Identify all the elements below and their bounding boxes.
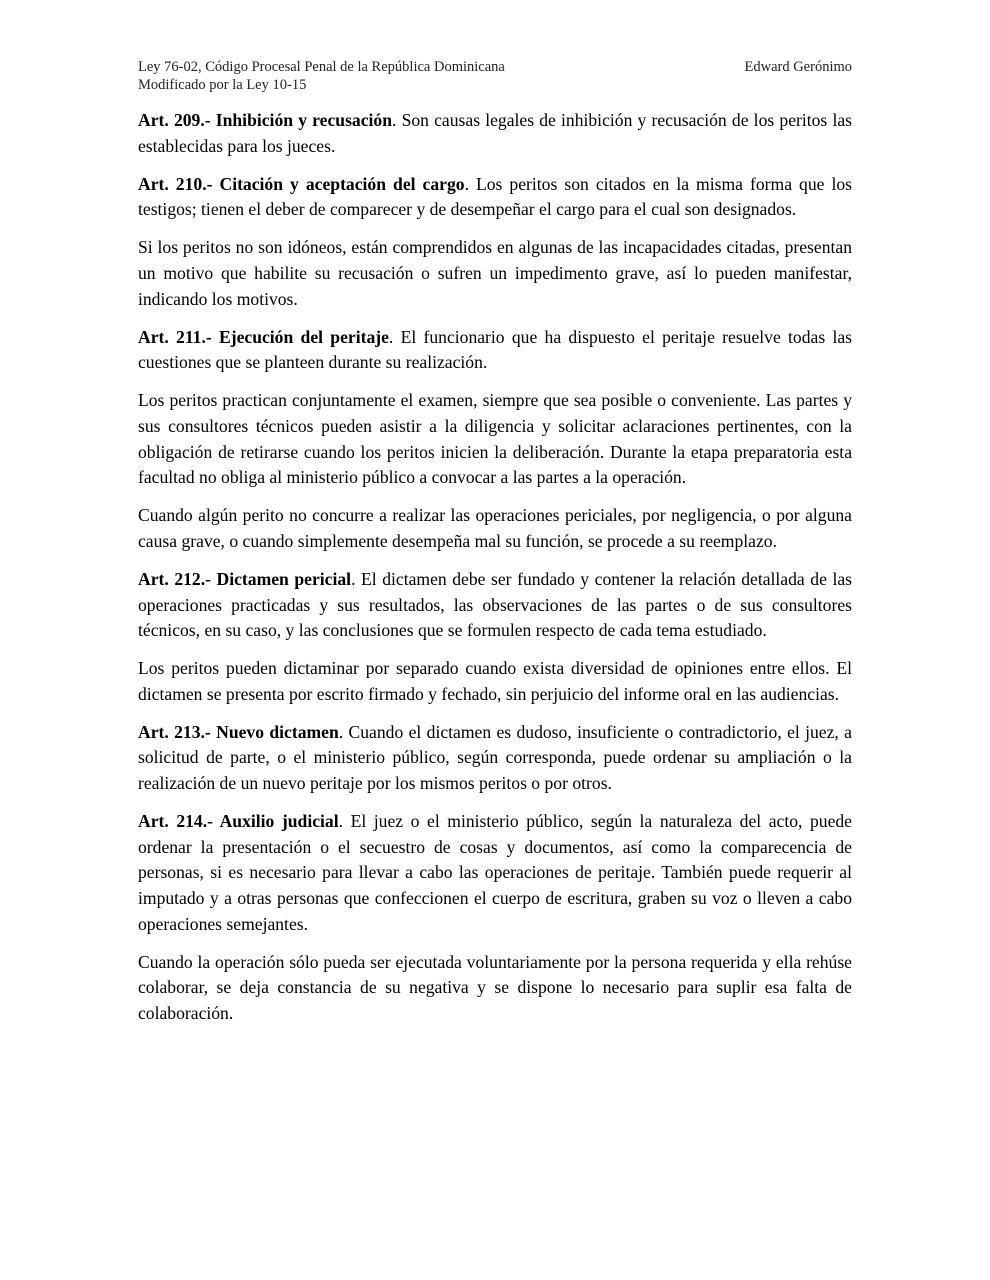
paragraph-text: . Son causas legales de inhibición y recusación de los peritos las establecidas para los jueces. <box>138 110 852 156</box>
paragraph-text: . El juez o el ministerio público, según la naturaleza del acto, puede ordenar la presentación o el secuestro de cosas y documentos, así como la comparecencia de personas, si es necesario para llevar a cabo las operaciones de peritaje. También puede requerir al imputado y a otras personas que confeccionen el cuerpo de escritura, graben su voz o lleven a cabo operaciones semejantes. <box>138 811 852 934</box>
paragraph-art-209 <box>138 108 852 159</box>
paragraph-art-214 <box>138 809 852 937</box>
paragraph-text: Si los peritos no son idóneos, están comprendidos en algunas de las incapacidades citadas, presentan un motivo que habilite su recusación o sufren un impedimento grave, así lo pueden manifestar, indicando los motivos. <box>138 237 852 309</box>
paragraph <box>138 656 852 707</box>
article-heading: Art. 213.- Nuevo dictamen <box>138 721 339 742</box>
paragraph <box>138 950 852 1027</box>
document-body <box>138 108 852 1026</box>
paragraph-text: . El funcionario que ha dispuesto el peritaje resuelve todas las cuestiones que se planteen durante su realización. <box>138 326 852 373</box>
paragraph-text: . Cuando el dictamen es dudoso, insuficiente o contradictorio, el juez, a solicitud de parte, o el ministerio público, según corresponda, puede ordenar su ampliación o la realización de un nuevo peritaje por los mismos peritos o por otros. <box>138 721 852 794</box>
paragraph-text: . Los peritos son citados en la misma forma que los testigos; tienen el deber de comparecer y de desempeñar el cargo para el cual son designados. <box>138 173 853 220</box>
page-header <box>138 58 852 94</box>
paragraph-text: Los peritos pueden dictaminar por separado cuando exista diversidad de opiniones entre ellos. El dictamen se presenta por escrito firmado y fechado, sin perjuicio del informe oral en las audiencias. <box>138 658 852 704</box>
paragraph-text: Cuando la operación sólo pueda ser ejecutada voluntariamente por la persona requerida y ella rehúse colaborar, se deja constancia de su negativa y se dispone lo necesario para suplir esa falta de colaboración. <box>138 951 852 1023</box>
header-title-line1: Ley 76-02, Código Procesal Penal de la República Dominicana <box>138 59 505 75</box>
document-page <box>138 58 852 1039</box>
paragraph-art-210 <box>138 172 852 223</box>
article-heading: Art. 209.- Inhibición y recusación <box>138 110 392 130</box>
paragraph-text: Los peritos practican conjuntamente el examen, siempre que sea posible o conveniente. Las partes y sus consultores técnicos pueden asistir a la diligencia y solicitar aclaraciones pertinentes, con la obligación de retirarse cuando los peritos inicien la deliberación. Durante la etapa preparatoria esta facultad no obliga al ministerio público a convocar a las partes a la operación. <box>138 390 852 488</box>
paragraph <box>138 235 852 312</box>
header-author: Edward Gerónimo <box>744 59 852 75</box>
paragraph <box>138 388 852 490</box>
paragraph-art-212 <box>138 567 852 644</box>
paragraph-art-211 <box>138 325 852 376</box>
paragraph <box>138 503 852 554</box>
paragraph-text: Cuando algún perito no concurre a realizar las operaciones periciales, por negligencia, o por alguna causa grave, o cuando simplemente desempeña mal su función, se procede a su reemplazo. <box>138 505 852 551</box>
article-heading: Art. 212.- Dictamen pericial <box>138 568 352 589</box>
paragraph-text: . El dictamen debe ser fundado y contener la relación detallada de las operaciones practicadas y sus resultados, las observaciones de las partes o de sus consultores técnicos, en su caso, y las conclusiones que se formulen respecto de cada tema estudiado. <box>138 568 852 641</box>
header-title-line2: Modificado por la Ley 10-15 <box>138 77 307 93</box>
paragraph-art-213 <box>138 720 852 797</box>
article-heading: Art. 214.- Auxilio judicial <box>138 811 339 832</box>
article-heading: Art. 210.- Citación y aceptación del cargo <box>138 173 465 194</box>
article-heading: Art. 211.- Ejecución del peritaje <box>138 326 389 347</box>
